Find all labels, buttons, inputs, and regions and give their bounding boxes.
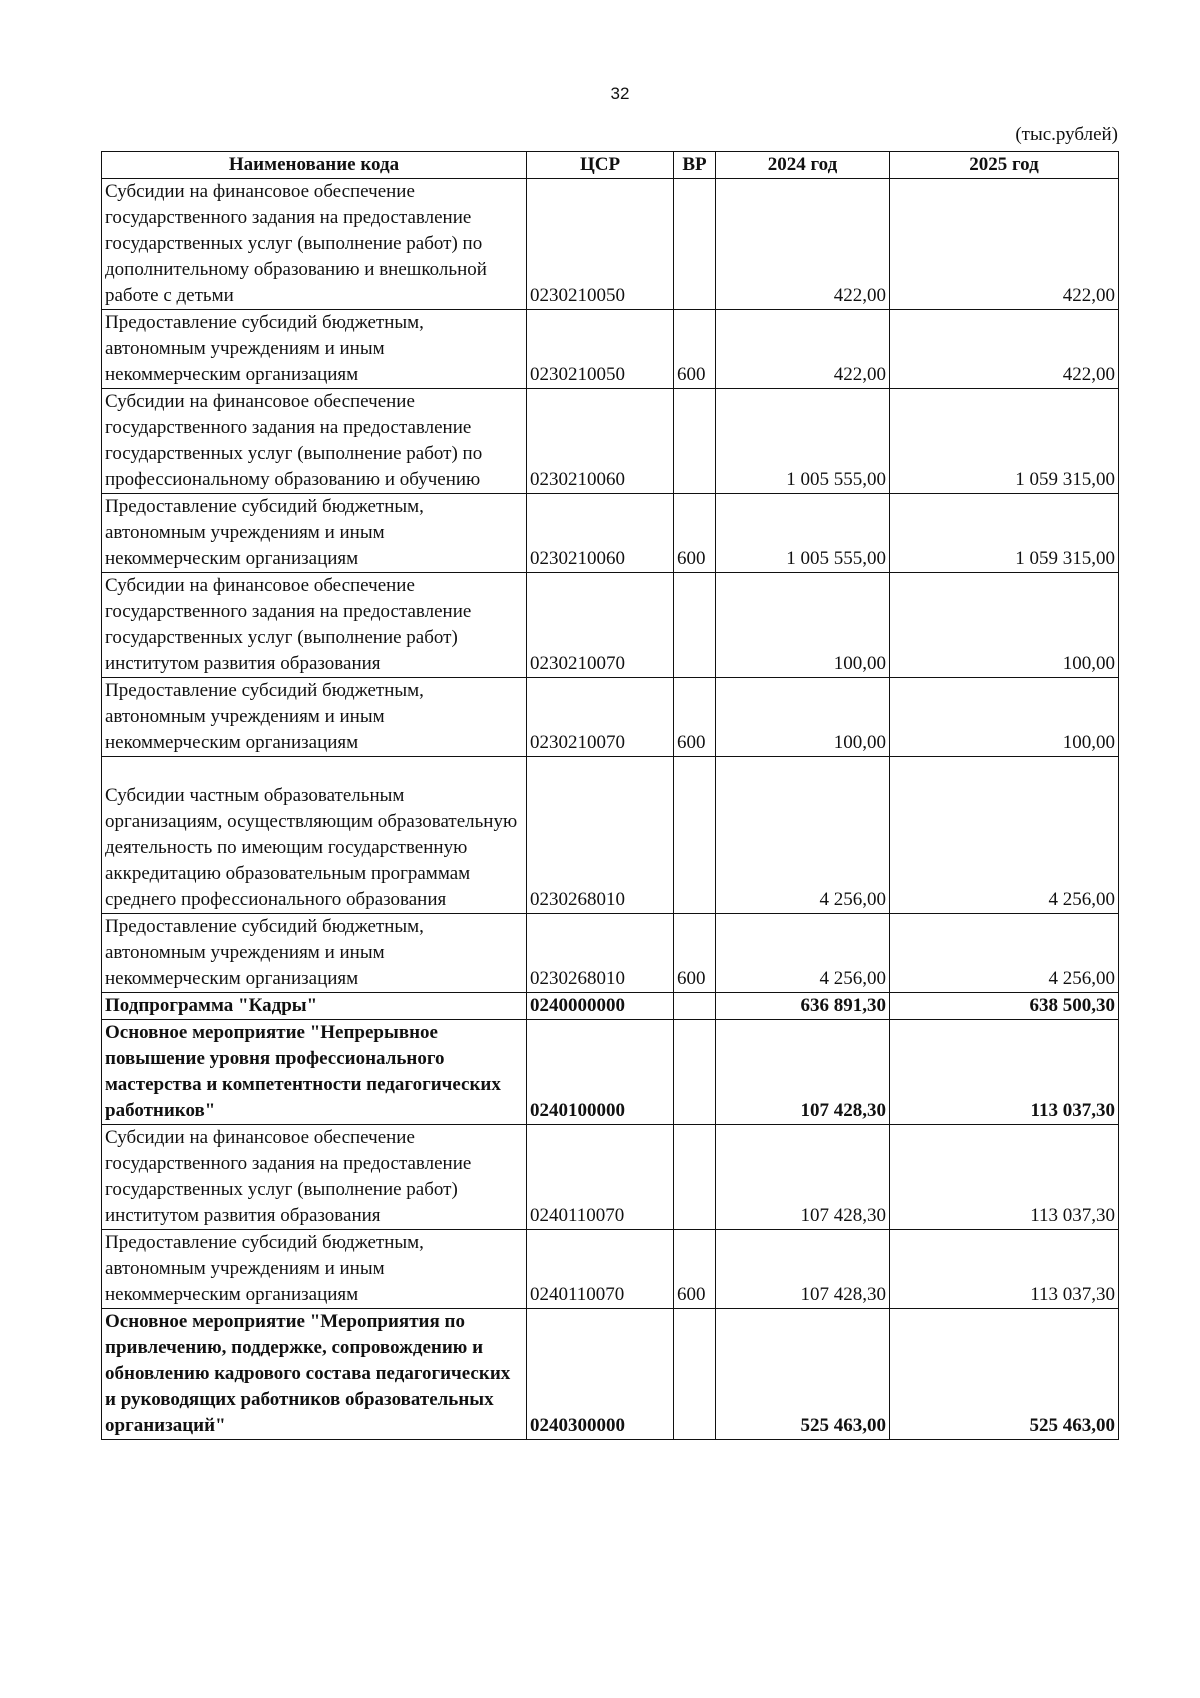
row-2025: 113 037,30 (890, 1020, 1119, 1125)
header-2024: 2024 год (716, 152, 890, 179)
row-csr: 0240110070 (527, 1230, 674, 1309)
row-2024: 107 428,30 (716, 1020, 890, 1125)
row-csr: 0230210060 (527, 389, 674, 494)
row-vr: 600 (674, 678, 716, 757)
table-row (102, 1125, 1119, 1230)
table-row (102, 678, 1119, 757)
row-2025: 100,00 (890, 573, 1119, 678)
row-2025: 4 256,00 (890, 757, 1119, 914)
table-row (102, 389, 1119, 494)
row-2025: 422,00 (890, 179, 1119, 310)
row-vr (674, 1125, 716, 1230)
row-2025: 100,00 (890, 678, 1119, 757)
table-row (102, 494, 1119, 573)
table-row (102, 310, 1119, 389)
row-vr (674, 389, 716, 494)
row-vr: 600 (674, 914, 716, 993)
units-note: (тыс.рублей) (1015, 124, 1118, 145)
budget-table (101, 151, 1119, 1440)
row-name: Субсидии частным образовательным организациям, осуществляющим образовательную деятельность по имеющим государственную аккредитацию образовательным программам среднего профессионального образования (102, 757, 527, 914)
row-2025: 1 059 315,00 (890, 389, 1119, 494)
page-number: 32 (610, 84, 630, 103)
row-2024: 4 256,00 (716, 757, 890, 914)
row-2024: 525 463,00 (716, 1309, 890, 1440)
row-name: Субсидии на финансовое обеспечение государственного задания на предоставление государственных услуг (выполнение работ) по профессиональному образованию и обучению (102, 389, 527, 494)
row-csr: 0240000000 (527, 993, 674, 1020)
row-vr (674, 993, 716, 1020)
row-name: Предоставление субсидий бюджетным, автономным учреждениям и иным некоммерческим организациям (102, 1230, 527, 1309)
row-2025: 638 500,30 (890, 993, 1119, 1020)
row-vr (674, 573, 716, 678)
row-vr: 600 (674, 1230, 716, 1309)
row-2024: 100,00 (716, 678, 890, 757)
table-row (102, 757, 1119, 914)
row-name: Предоставление субсидий бюджетным, автономным учреждениям и иным некоммерческим организациям (102, 678, 527, 757)
table-row (102, 179, 1119, 310)
row-name: Субсидии на финансовое обеспечение государственного задания на предоставление государственных услуг (выполнение работ) институтом развития образования (102, 1125, 527, 1230)
row-vr: 600 (674, 310, 716, 389)
row-2024: 4 256,00 (716, 914, 890, 993)
row-2025: 422,00 (890, 310, 1119, 389)
row-csr: 0230210050 (527, 179, 674, 310)
row-2024: 1 005 555,00 (716, 389, 890, 494)
row-csr: 0230210070 (527, 678, 674, 757)
row-csr: 0230210060 (527, 494, 674, 573)
row-2024: 636 891,30 (716, 993, 890, 1020)
row-vr (674, 179, 716, 310)
row-vr: 600 (674, 494, 716, 573)
row-2024: 422,00 (716, 310, 890, 389)
row-2024: 107 428,30 (716, 1125, 890, 1230)
row-name: Субсидии на финансовое обеспечение государственного задания на предоставление государственных услуг (выполнение работ) институтом развития образования (102, 573, 527, 678)
row-2025: 113 037,30 (890, 1230, 1119, 1309)
row-2025: 113 037,30 (890, 1125, 1119, 1230)
header-csr: ЦСР (527, 152, 674, 179)
row-name: Предоставление субсидий бюджетным, автономным учреждениям и иным некоммерческим организациям (102, 310, 527, 389)
table-row (102, 993, 1119, 1020)
header-2025: 2025 год (890, 152, 1119, 179)
row-2024: 100,00 (716, 573, 890, 678)
row-csr: 0230210070 (527, 573, 674, 678)
row-vr (674, 1020, 716, 1125)
row-2025: 4 256,00 (890, 914, 1119, 993)
row-csr: 0240300000 (527, 1309, 674, 1440)
header-vr: ВР (674, 152, 716, 179)
row-2025: 525 463,00 (890, 1309, 1119, 1440)
table-row (102, 1309, 1119, 1440)
row-name: Основное мероприятие "Непрерывное повышение уровня профессионального мастерства и компетентности педагогических работников" (102, 1020, 527, 1125)
row-csr: 0230268010 (527, 757, 674, 914)
row-name: Подпрограмма "Кадры" (102, 993, 527, 1020)
row-name: Предоставление субсидий бюджетным, автономным учреждениям и иным некоммерческим организациям (102, 914, 527, 993)
row-vr (674, 1309, 716, 1440)
row-name: Основное мероприятие "Мероприятия по привлечению, поддержке, сопровождению и обновлению кадрового состава педагогических и руководящих работников образовательных организаций" (102, 1309, 527, 1440)
row-name: Предоставление субсидий бюджетным, автономным учреждениям и иным некоммерческим организациям (102, 494, 527, 573)
row-2024: 422,00 (716, 179, 890, 310)
table-row (102, 914, 1119, 993)
row-csr: 0240110070 (527, 1125, 674, 1230)
table-row (102, 1230, 1119, 1309)
table-header-row (102, 152, 1119, 179)
row-2025: 1 059 315,00 (890, 494, 1119, 573)
row-2024: 107 428,30 (716, 1230, 890, 1309)
table-row (102, 573, 1119, 678)
row-csr: 0230268010 (527, 914, 674, 993)
row-csr: 0230210050 (527, 310, 674, 389)
table-row (102, 1020, 1119, 1125)
row-csr: 0240100000 (527, 1020, 674, 1125)
row-name: Субсидии на финансовое обеспечение государственного задания на предоставление государственных услуг (выполнение работ) по дополнительному образованию и внешкольной работе с детьми (102, 179, 527, 310)
header-name: Наименование кода (102, 152, 527, 179)
row-2024: 1 005 555,00 (716, 494, 890, 573)
row-vr (674, 757, 716, 914)
